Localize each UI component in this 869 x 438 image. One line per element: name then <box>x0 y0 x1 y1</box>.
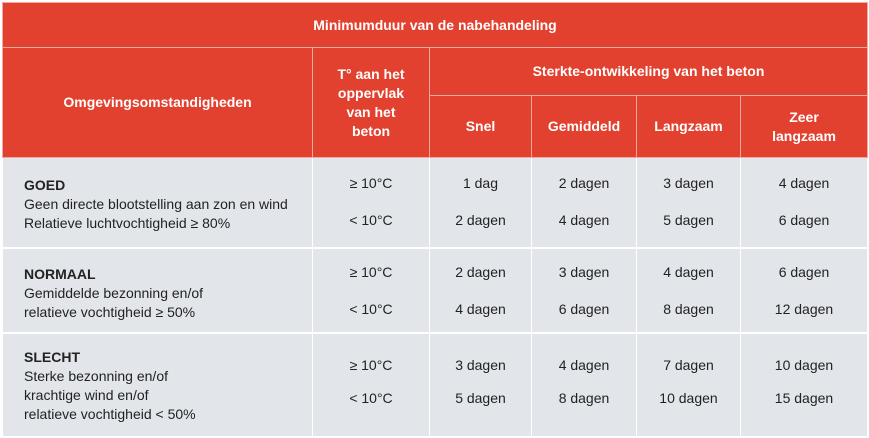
header-gemiddeld: Gemiddeld <box>532 96 637 158</box>
header-temperature-line: T° aan het <box>337 65 405 82</box>
value-cell <box>430 158 532 248</box>
header-zeer-langzaam-line: Zeer <box>789 108 819 125</box>
condition-cell <box>3 158 313 248</box>
duration-value: 6 dagen <box>778 212 830 228</box>
temperature-cell <box>313 248 430 333</box>
value-cell <box>532 158 637 248</box>
value-cell <box>637 248 741 333</box>
condition-desc: Relatieve luchtvochtigheid ≥ 80% <box>24 215 231 231</box>
header-strength-development: Sterkte-ontwikkeling van het beton <box>430 48 868 96</box>
duration-value: 6 dagen <box>558 300 610 317</box>
duration-value: 5 dagen <box>663 212 714 228</box>
duration-value: 3 dagen <box>663 175 714 191</box>
duration-value: 5 dagen <box>455 389 506 406</box>
temperature-value: ≥ 10°C <box>349 356 393 373</box>
table-title: Minimumduur van de nabehandeling <box>3 3 868 48</box>
condition-cell <box>3 333 313 437</box>
header-temperature-line: oppervlak <box>337 84 405 101</box>
duration-value: 12 dagen <box>774 300 834 317</box>
duration-value: 1 dag <box>462 175 499 191</box>
condition-desc: krachtige wind en/of <box>24 386 149 403</box>
value-cell <box>741 248 868 333</box>
duration-value: 4 dagen <box>558 356 610 373</box>
table-row-goed <box>3 158 868 248</box>
duration-value: 4 dagen <box>663 263 714 280</box>
value-cell <box>637 333 741 437</box>
duration-value: 10 dagen <box>774 356 834 373</box>
temperature-cell <box>313 158 430 248</box>
table-row-normaal <box>3 248 868 333</box>
value-cell <box>430 333 532 437</box>
value-cell <box>741 333 868 437</box>
duration-value: 2 dagen <box>558 175 610 191</box>
condition-desc: relatieve vochtigheid ≥ 50% <box>24 303 196 320</box>
condition-desc: relatieve vochtigheid < 50% <box>24 405 196 422</box>
header-snel: Snel <box>430 96 532 158</box>
header-langzaam: Langzaam <box>637 96 741 158</box>
duration-value: 10 dagen <box>659 389 718 406</box>
value-cell <box>532 333 637 437</box>
header-zeer-langzaam <box>741 96 868 158</box>
duration-value: 4 dagen <box>778 175 830 191</box>
condition-desc: Sterke bezonning en/of <box>24 367 168 384</box>
duration-value: 4 dagen <box>455 300 506 317</box>
duration-value: 6 dagen <box>778 263 830 280</box>
temperature-value: < 10°C <box>349 389 393 406</box>
duration-value: 4 dagen <box>558 212 610 228</box>
temperature-value: ≥ 10°C <box>349 263 393 280</box>
header-conditions: Omgevingsomstandigheden <box>3 48 313 158</box>
value-cell <box>741 158 868 248</box>
duration-value: 2 dagen <box>455 212 506 228</box>
value-cell <box>637 158 741 248</box>
condition-desc: Gemiddelde bezonning en/of <box>24 284 204 301</box>
curing-duration-table <box>2 2 868 438</box>
value-cell <box>430 248 532 333</box>
condition-name: SLECHT <box>24 348 80 365</box>
table-row-slecht <box>3 333 868 437</box>
condition-desc: Geen directe blootstelling aan zon en wind <box>24 196 288 212</box>
value-cell <box>532 248 637 333</box>
temperature-value: < 10°C <box>349 212 393 228</box>
duration-value: 3 dagen <box>455 356 506 373</box>
temperature-cell <box>313 333 430 437</box>
header-temperature-line: beton <box>351 122 391 139</box>
duration-value: 8 dagen <box>663 300 714 317</box>
condition-cell <box>3 248 313 333</box>
condition-name: NORMAAL <box>24 265 96 282</box>
duration-value: 7 dagen <box>663 356 714 373</box>
header-temperature <box>313 48 430 158</box>
duration-value: 2 dagen <box>455 263 506 280</box>
temperature-value: < 10°C <box>349 300 393 317</box>
duration-value: 3 dagen <box>558 263 610 280</box>
temperature-value: ≥ 10°C <box>349 175 393 191</box>
condition-name: GOED <box>24 177 66 193</box>
header-zeer-langzaam-line: langzaam <box>772 127 836 144</box>
duration-value: 15 dagen <box>774 389 834 406</box>
header-temperature-line: van het <box>346 103 396 120</box>
duration-value: 8 dagen <box>558 389 610 406</box>
